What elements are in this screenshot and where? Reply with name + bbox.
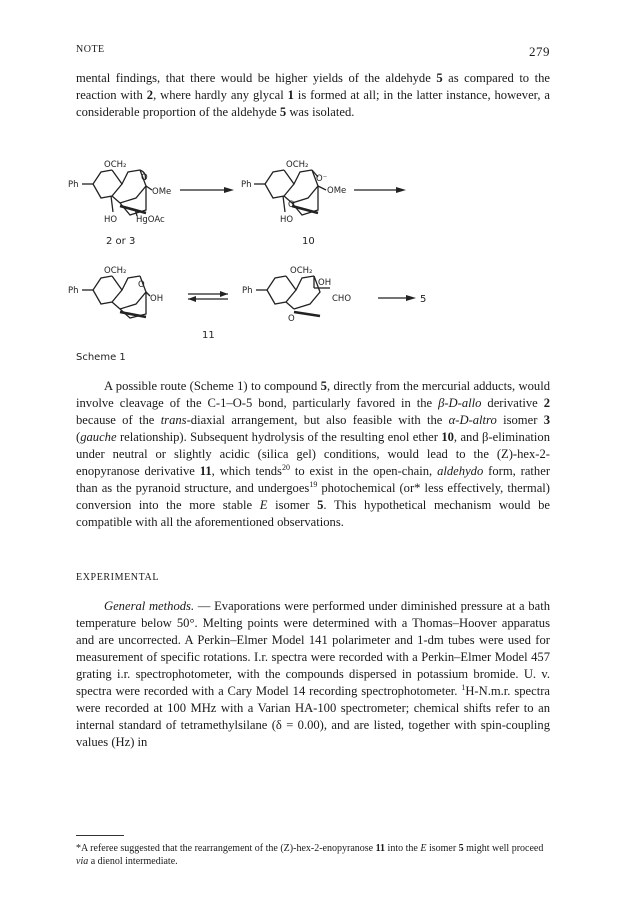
citation: 19 (309, 479, 318, 489)
label-och2: OCH₂ (286, 160, 309, 170)
label-o-minus: O⁻ (316, 174, 328, 184)
compound-label: 11 (202, 330, 215, 341)
text-run: a dienol intermediate. (88, 856, 178, 867)
text-run: , where hardly any glycal (153, 88, 288, 102)
section-heading: EXPERIMENTAL (76, 572, 160, 583)
stereo-term: gauche (80, 430, 117, 444)
label-ome: OMe (327, 186, 347, 196)
label-ring-o: O (288, 314, 295, 324)
text-run: H-N.m.r. spectra were recorded at 100 MHz with a Varian HA-100 spectrometer; chemical shifts refer to an internal standard of tetramethylsilane (δ = 0.00), and are listed, together with spin-coupling values (Hz) in (76, 684, 550, 749)
stereo-term: E (259, 498, 268, 512)
stereo-term: aldehydo (437, 464, 484, 478)
text-run: isomer (267, 498, 318, 512)
paragraph-methods (76, 598, 550, 751)
text-run: *A referee suggested that the rearrangement of the (Z)-hex-2-enopyranose (76, 843, 376, 854)
label-ho: HO (104, 215, 118, 225)
citation: 20 (281, 462, 290, 472)
text-run: form, rather than as the pyranoid structure, and undergoes (76, 464, 551, 495)
compound-ref: 1 (287, 88, 294, 102)
text-run: — Evaporations were performed under diminished pressure at a bath temperature below 50°. Melting points were determined with a Thomas–Hoover apparatus and are uncorrected. A Perkin–Elmer Model 141 polarimeter and 1-dm tubes were used for measurement of specific rotations. I.r. spectra were recorded with a Perkin–Elmer Model 457 grating i.r. spectrophotometer, with the compounds dispersed in potassium bromide. U. v. spectra were recorded with a Cary Model 14 recording spectrophotometer. (76, 599, 550, 698)
label-ph: Ph (68, 180, 79, 190)
text-run: mental findings, that there would be higher yields of the aldehyde (76, 71, 437, 85)
text-run: to exist in the open-chain, (289, 464, 438, 478)
text-run: photochemical (or* less effectively, thermal) conversion into the more stable (76, 481, 550, 512)
label-cho: CHO (332, 294, 352, 304)
text-run: , directly from the mercurial adducts, would involve cleavage of the C-1–O-5 bond, particularly favored in the (76, 379, 550, 410)
text-run: into the (385, 843, 421, 854)
compound-label: 10 (302, 236, 315, 247)
compound-ref: 11 (375, 843, 386, 854)
text-run: relationship). Subsequent hydrolysis of the resulting enol ether (116, 430, 442, 444)
label-ph: Ph (241, 180, 252, 190)
text-run: . This hypothetical mechanism would be compatible with all the aforementioned observations. (76, 498, 550, 529)
page-number: 279 (529, 44, 550, 59)
compound-ref: 5 (279, 105, 287, 119)
compound-ref: 11 (199, 464, 212, 478)
label-oh: OH (150, 294, 164, 304)
text-run: ( (76, 430, 81, 444)
stereo-term: via (76, 856, 89, 867)
label-hgoac: HgOAc (136, 215, 165, 225)
text-run: A possible route (Scheme 1) to compound (104, 379, 321, 393)
stereo-term: trans (160, 413, 187, 427)
paragraph-title: General methods. (104, 599, 195, 613)
label-ph: Ph (68, 286, 79, 296)
compound-ref: 5 (317, 498, 324, 512)
label-ring-o: O (141, 173, 148, 183)
isotope-superscript: 1 (461, 682, 466, 692)
compound-ref: 5 (320, 379, 327, 393)
stereo-term: β-D-allo (438, 396, 482, 410)
label-product-5: 5 (420, 294, 427, 305)
compound-ref: 5 (436, 71, 443, 85)
footnote-rule (76, 835, 124, 836)
text-run: as compared to the reaction with (76, 71, 551, 102)
structure-bonds (82, 170, 408, 318)
text-run: because of the (76, 413, 161, 427)
stereo-term: E (420, 843, 427, 854)
paragraph-mechanism (76, 378, 550, 531)
label-ph: Ph (242, 286, 253, 296)
text-run: , and β-elimination under neutral or slightly acidic (silica gel) conditions, would lead to the (Z)-hex-2-enopyranose derivative (76, 430, 550, 478)
label-ring-o: O (288, 200, 295, 210)
label-och2: OCH₂ (104, 160, 127, 170)
compound-label: 2 or 3 (106, 236, 136, 247)
text-run: derivative (481, 396, 544, 410)
label-ome: OMe (152, 187, 172, 197)
text-run: isomer (496, 413, 544, 427)
text-run: , which tends (211, 464, 282, 478)
paragraph-intro (76, 70, 550, 121)
running-head: NOTE (76, 44, 105, 55)
compound-ref: 2 (543, 396, 551, 410)
text-run: was isolated. (286, 105, 355, 119)
text-run: -diaxial arrangement, but also feasible with the (186, 413, 449, 427)
label-oh: OH (318, 278, 332, 288)
stereo-term: α-D-altro (448, 413, 497, 427)
label-och2: OCH₂ (290, 266, 313, 276)
arrowheads (188, 187, 416, 302)
text-run: isomer (426, 843, 459, 854)
label-ring-o: O (138, 280, 145, 290)
text-run: is formed at all; in the latter instance, however, a considerable proportion of the aldehyde (76, 88, 550, 119)
footnote (76, 842, 552, 868)
scheme-caption: Scheme 1 (76, 352, 126, 363)
label-och2: OCH₂ (104, 266, 127, 276)
compound-ref: 10 (441, 430, 454, 444)
compound-ref: 2 (146, 88, 154, 102)
label-ho: HO (280, 215, 294, 225)
compound-ref: 5 (458, 843, 464, 854)
compound-ref: 3 (543, 413, 551, 427)
text-run: might well proceed (463, 843, 544, 854)
